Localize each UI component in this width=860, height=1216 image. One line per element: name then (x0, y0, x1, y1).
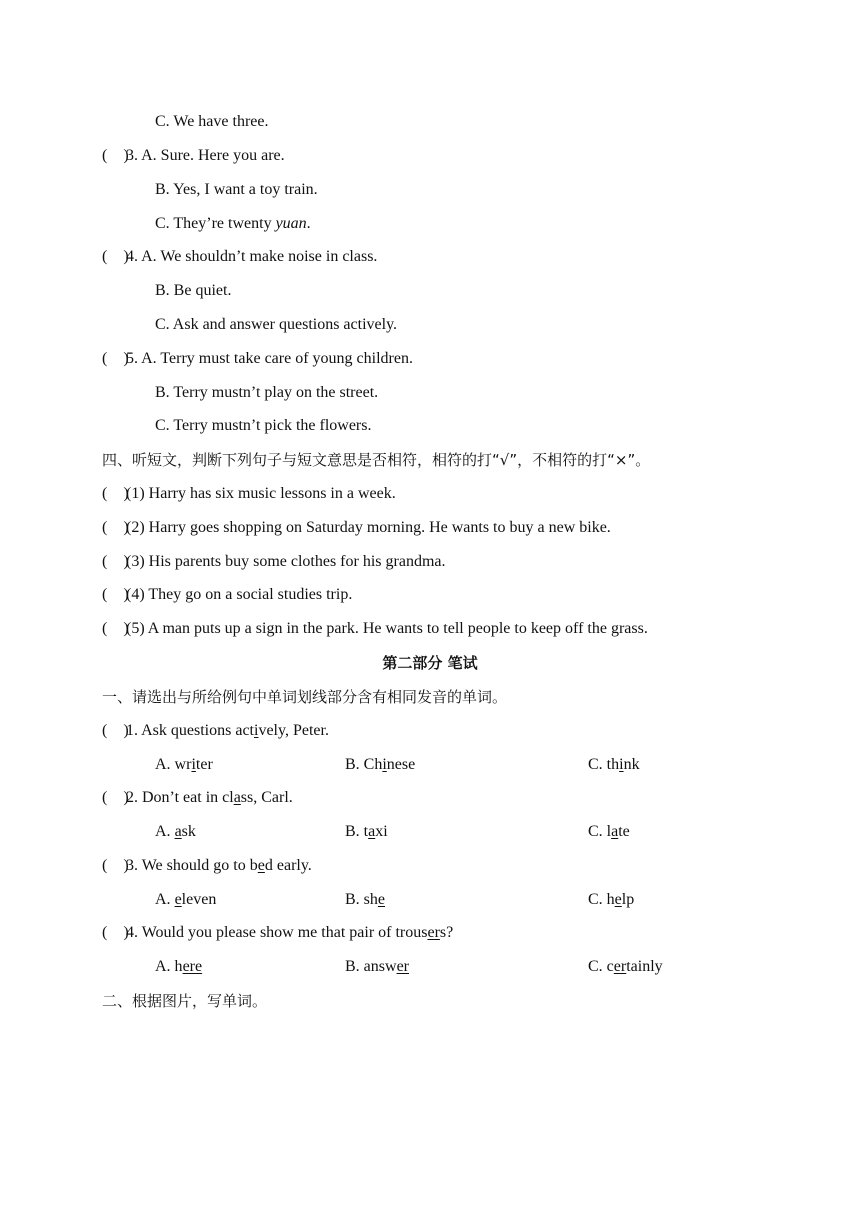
stem-text: 3. We should go to b (126, 857, 258, 874)
option-italic-word: yuan (275, 215, 307, 232)
underlined-letters: a (174, 823, 182, 840)
question-4-option-a: 4. A. We shouldn’t make noise in class. (126, 248, 378, 265)
phonics-q4-option-c[interactable] (588, 957, 663, 977)
option-text: C. h (588, 891, 615, 908)
phonics-q2-option-c[interactable] (588, 822, 630, 842)
judge-item-text: (3) His parents buy some clothes for his grandma. (126, 553, 446, 570)
option-text: B. t (345, 823, 369, 840)
option-text: tainly (626, 958, 663, 975)
option-text: C. They’re twenty (155, 215, 276, 232)
part-2-section-1-heading: 一、请选出与所给例句中单词划线部分含有相同发音的单词。 (102, 688, 508, 706)
option-text: A. (155, 891, 175, 908)
judge-item-text: (2) Harry goes shopping on Saturday morning. He wants to buy a new bike. (126, 519, 611, 536)
option-text: lp (621, 891, 635, 908)
question-5-option-b: B. Terry mustn’t play on the street. (155, 384, 379, 401)
answer-paren[interactable]: ( ) (102, 586, 129, 603)
option-text: A. h (155, 958, 183, 975)
question-4-option-b: B. Be quiet. (155, 282, 232, 299)
underlined-letters: i (382, 756, 387, 773)
stem-text: 2. Don’t eat in cl (126, 789, 234, 806)
phonics-q1-option-b[interactable] (345, 755, 415, 775)
phonics-q4-option-a[interactable] (155, 957, 202, 977)
question-stem (126, 856, 312, 876)
question-stem (126, 923, 453, 943)
option-text: nese (386, 756, 416, 773)
answer-paren[interactable]: ( ) (102, 553, 129, 570)
underlined-letters: a (611, 823, 619, 840)
phonics-q3-option-c[interactable] (588, 890, 634, 910)
stem-text: ss, Carl. (240, 789, 293, 806)
answer-paren[interactable]: ( ) (102, 722, 129, 739)
stem-text: 1. Ask questions act (126, 722, 254, 739)
option-text: te (618, 823, 630, 840)
phonics-q3-option-a[interactable] (155, 890, 216, 910)
underlined-letters: e (174, 891, 182, 908)
stem-text: d early. (264, 857, 312, 874)
underlined-letters: a (368, 823, 376, 840)
option-text: B. answ (345, 958, 397, 975)
stem-text: vely, Peter. (258, 722, 329, 739)
part-2-title: 第二部分 笔试 (382, 654, 478, 672)
phonics-q1-option-c[interactable] (588, 755, 640, 775)
answer-paren[interactable]: ( ) (102, 350, 129, 367)
underlined-letters: i (619, 756, 624, 773)
phonics-q1-option-a[interactable] (155, 755, 213, 775)
underlined-letters: i (254, 722, 259, 739)
option-text: C. c (588, 958, 614, 975)
judge-item-text: (1) Harry has six music lessons in a week. (126, 485, 396, 502)
underlined-letters: e (377, 891, 386, 908)
section-4-heading: 四、听短文，判断下列句子与短文意思是否相符，相符的打“√”，不相符的打“×”。 (102, 451, 651, 469)
underlined-letters: a (233, 789, 241, 806)
question-3-option-b: B. Yes, I want a toy train. (155, 181, 318, 198)
underlined-letters: e (614, 891, 622, 908)
answer-paren[interactable]: ( ) (102, 519, 129, 536)
option-text: C. l (588, 823, 612, 840)
judge-item-text: (4) They go on a social studies trip. (126, 586, 353, 603)
question-5-option-a: 5. A. Terry must take care of young children. (126, 350, 413, 367)
option-text: B. Ch (345, 756, 383, 773)
option-text: ter (195, 756, 213, 773)
option-text: A. wr (155, 756, 192, 773)
option-text: A. (155, 823, 175, 840)
answer-paren[interactable]: ( ) (102, 248, 129, 265)
option-text: C. th (588, 756, 620, 773)
answer-paren[interactable]: ( ) (102, 789, 129, 806)
underlined-letters: er (613, 958, 627, 975)
question-4-option-c: C. Ask and answer questions actively. (155, 316, 398, 333)
phonics-q2-option-a[interactable] (155, 822, 196, 842)
phonics-q4-option-b[interactable] (345, 957, 409, 977)
answer-paren[interactable]: ( ) (102, 620, 129, 637)
question-3-option-c (155, 214, 311, 234)
answer-paren[interactable]: ( ) (102, 924, 129, 941)
option-punct: . (306, 215, 311, 232)
part-2-section-2-heading: 二、根据图片，写单词。 (102, 992, 268, 1010)
phonics-q2-option-b[interactable] (345, 822, 388, 842)
option-text: B. sh (345, 891, 378, 908)
option-text: leven (181, 891, 217, 908)
underlined-letters: er (427, 924, 440, 941)
question-5-option-c: C. Terry mustn’t pick the flowers. (155, 417, 372, 434)
option-text: sk (181, 823, 196, 840)
answer-paren[interactable]: ( ) (102, 147, 129, 164)
underlined-letters: ere (182, 958, 203, 975)
option-text: xi (375, 823, 388, 840)
question-3-option-a: 3. A. Sure. Here you are. (126, 147, 285, 164)
option-q2-c: C. We have three. (155, 113, 269, 130)
underlined-letters: er (396, 958, 409, 975)
answer-paren[interactable]: ( ) (102, 485, 129, 502)
phonics-q3-option-b[interactable] (345, 890, 385, 910)
judge-item-text: (5) A man puts up a sign in the park. He wants to tell people to keep off the grass. (126, 620, 648, 637)
question-stem (126, 788, 293, 808)
stem-text: s? (439, 924, 454, 941)
question-stem (126, 721, 329, 741)
option-text: nk (623, 756, 640, 773)
answer-paren[interactable]: ( ) (102, 857, 129, 874)
stem-text: 4. Would you please show me that pair of trous (126, 924, 428, 941)
underlined-letters: i (191, 756, 196, 773)
underlined-letters: e (257, 857, 265, 874)
